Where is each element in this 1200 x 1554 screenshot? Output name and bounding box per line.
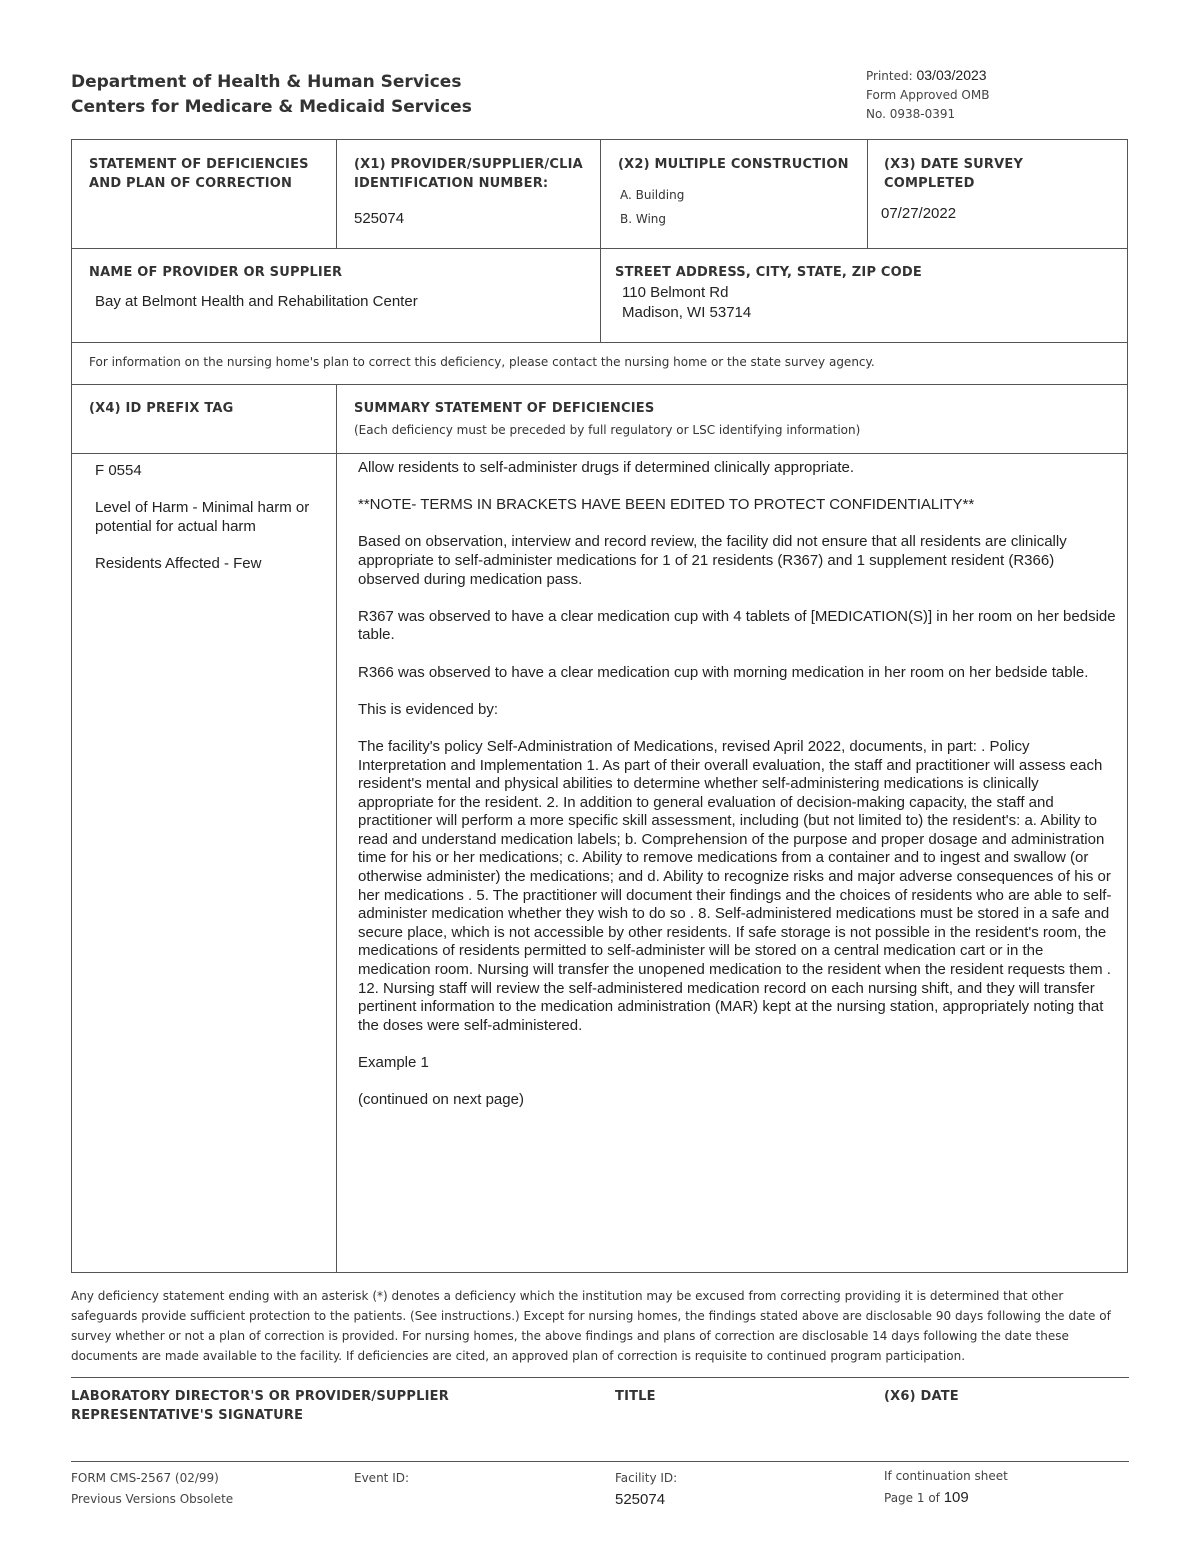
info-note: For information on the nursing home's plan to correct this deficiency, please contact the nursing home or the state survey agency. xyxy=(89,355,875,369)
printed-date: 03/03/2023 xyxy=(916,67,987,83)
col-divider-x2 xyxy=(600,140,601,342)
row3-divider xyxy=(72,384,1127,385)
director-signature-label: LABORATORY DIRECTOR'S OR PROVIDER/SUPPLIER REPRESENTATIVE'S SIGNATURE xyxy=(71,1389,449,1423)
page-label: Page 1 of xyxy=(884,1491,940,1505)
col-divider-x3 xyxy=(867,140,868,248)
facility-id-label: Facility ID: xyxy=(615,1471,678,1485)
row2-divider xyxy=(72,342,1127,343)
facility-id-value: 525074 xyxy=(615,1491,666,1508)
x3-value: 07/27/2022 xyxy=(881,205,957,222)
printed-block xyxy=(866,66,989,124)
x4-label: (X4) ID PREFIX TAG xyxy=(89,401,234,416)
deficiency-paragraph: **NOTE- TERMS IN BRACKETS HAVE BEEN EDITED TO PROTECT CONFIDENTIALITY** xyxy=(358,496,975,514)
deficiency-paragraph: The facility's policy Self-Administration of Medications, revised April 2022, documents, in part: . Policy Interpretation and Implementation 1. As part of their overall evaluation, the staff and practitioner will assess each resident's mental and physical abilities to determine whether self-administering medications is clinically appropriate for the resident. 2. In addition to general evaluation of decision-making capacity, the staff and practitioner will perform a more specific skill assessment, including (but not limited to) the resident's: a. Ability to read and understand medication labels; b. Comprehension of the purpose and proper dosage and administration time for his or her medications; c. Ability to remove medications from a container and to ingest and swallow (or otherwise administer) the medications; and d. Ability to recognize risks and major adverse consequences of his or her medications . 5. The practitioner will document their findings and the choices of residents who are able to self-administer medication whether they wish to do so . 8. Self-administered medications must be stored in a safe and secure place, which is not accessible by other residents. If safe storage is not possible in the resident's room, the medications of residents permitted to self-administer will be stored on a central medication cart or in the medication room. Nursing will transfer the unopened medication to the resident when the resident requests them . 12. Nursing staff will review the self-administered medication record on each nursing shift, and they will transfer pertinent information to the medication administration (MAR) kept at the nursing station, appropriately noting that the doses were self-administered. xyxy=(358,737,1112,1034)
continuation-label: If continuation sheet xyxy=(884,1469,1008,1483)
cms-name: Centers for Medicare & Medicaid Services xyxy=(71,97,472,117)
x1-label: (X1) PROVIDER/SUPPLIER/CLIA IDENTIFICATION NUMBER: xyxy=(354,157,583,191)
x2-building: A. Building xyxy=(620,188,685,202)
statement-label: STATEMENT OF DEFICIENCIES AND PLAN OF CORRECTION xyxy=(89,157,309,191)
deficiency-form xyxy=(71,139,1128,1273)
deficiency-paragraph: This is evidenced by: xyxy=(358,700,499,718)
deficiency-paragraph: R367 was observed to have a clear medication cup with 4 tablets of [MEDICATION(S)] in her room on her bedside table. xyxy=(358,607,1116,644)
col-divider-x1 xyxy=(336,140,337,248)
residents-affected: Residents Affected - Few xyxy=(95,554,262,572)
provider-name: Bay at Belmont Health and Rehabilitation Center xyxy=(95,293,418,310)
summary-sub: (Each deficiency must be preceded by full regulatory or LSC identifying information) xyxy=(354,423,861,437)
title-label: TITLE xyxy=(615,1389,656,1404)
omb-line1: Form Approved OMB xyxy=(866,88,990,102)
disclosure-footnote: Any deficiency statement ending with an asterisk (*) denotes a deficiency which the institution may be excused from correcting providing it is determined that other safeguards provide sufficient protection to the patients. (See instructions.) Except for nursing homes, the findings stated above are disclosable 90 days following the date of survey whether or not a plan of correction is provided. For nursing homes, the above findings and plans of correction are disclosable 14 days following the date these documents are made available to the facility. If deficiencies are cited, an approved plan of correction is requisite to continued program participation. xyxy=(71,1289,1111,1363)
x2-wing: B. Wing xyxy=(620,212,667,226)
x2-label: (X2) MULTIPLE CONSTRUCTION xyxy=(618,157,849,172)
harm-level: Level of Harm - Minimal harm or potential for actual harm xyxy=(95,499,310,535)
continued-note: (continued on next page) xyxy=(358,1091,524,1109)
footer-top-rule xyxy=(71,1461,1129,1462)
deficiency-paragraph: Example 1 xyxy=(358,1054,429,1071)
event-id-label: Event ID: xyxy=(354,1471,410,1485)
dept-name: Department of Health & Human Services xyxy=(71,72,462,92)
deficiency-text xyxy=(358,459,1118,1128)
tag-column xyxy=(95,462,325,592)
page-total: 109 xyxy=(943,1489,969,1506)
page-info-block xyxy=(884,1466,1008,1509)
printed-label: Printed: xyxy=(866,69,913,83)
row4-divider xyxy=(72,453,1127,454)
deficiency-paragraph: R366 was observed to have a clear medication cup with morning medication in her room on her bedside table. xyxy=(358,663,1089,681)
address-line2: Madison, WI 53714 xyxy=(622,304,752,321)
signature-top-rule xyxy=(71,1377,1129,1378)
form-number: FORM CMS-2567 (02/99) xyxy=(71,1471,219,1485)
address-label: STREET ADDRESS, CITY, STATE, ZIP CODE xyxy=(615,265,922,280)
provider-label: NAME OF PROVIDER OR SUPPLIER xyxy=(89,265,343,280)
summary-label: SUMMARY STATEMENT OF DEFICIENCIES xyxy=(354,401,655,416)
facility-id-block xyxy=(615,1468,677,1510)
deficiency-paragraph: Based on observation, interview and record review, the facility did not ensure that all residents are clinically appropriate to self-administer medications for 1 of 21 residents (R367) and 1 supplement resident (R366) observed during medication pass. xyxy=(358,533,1067,588)
x3-label: (X3) DATE SURVEY COMPLETED xyxy=(884,157,1024,191)
obsolete-note: Previous Versions Obsolete xyxy=(71,1492,234,1506)
x6-date-label: (X6) DATE xyxy=(884,1389,959,1404)
form-id-block xyxy=(71,1468,233,1510)
agency-header xyxy=(71,70,472,120)
tag-id: F 0554 xyxy=(95,462,142,479)
col-divider-tag xyxy=(336,384,337,1273)
deficiency-paragraph: Allow residents to self-administer drugs if determined clinically appropriate. xyxy=(358,459,855,476)
omb-line2: No. 0938-0391 xyxy=(866,107,956,121)
address-line1: 110 Belmont Rd xyxy=(622,284,729,301)
x1-value: 525074 xyxy=(354,210,405,227)
